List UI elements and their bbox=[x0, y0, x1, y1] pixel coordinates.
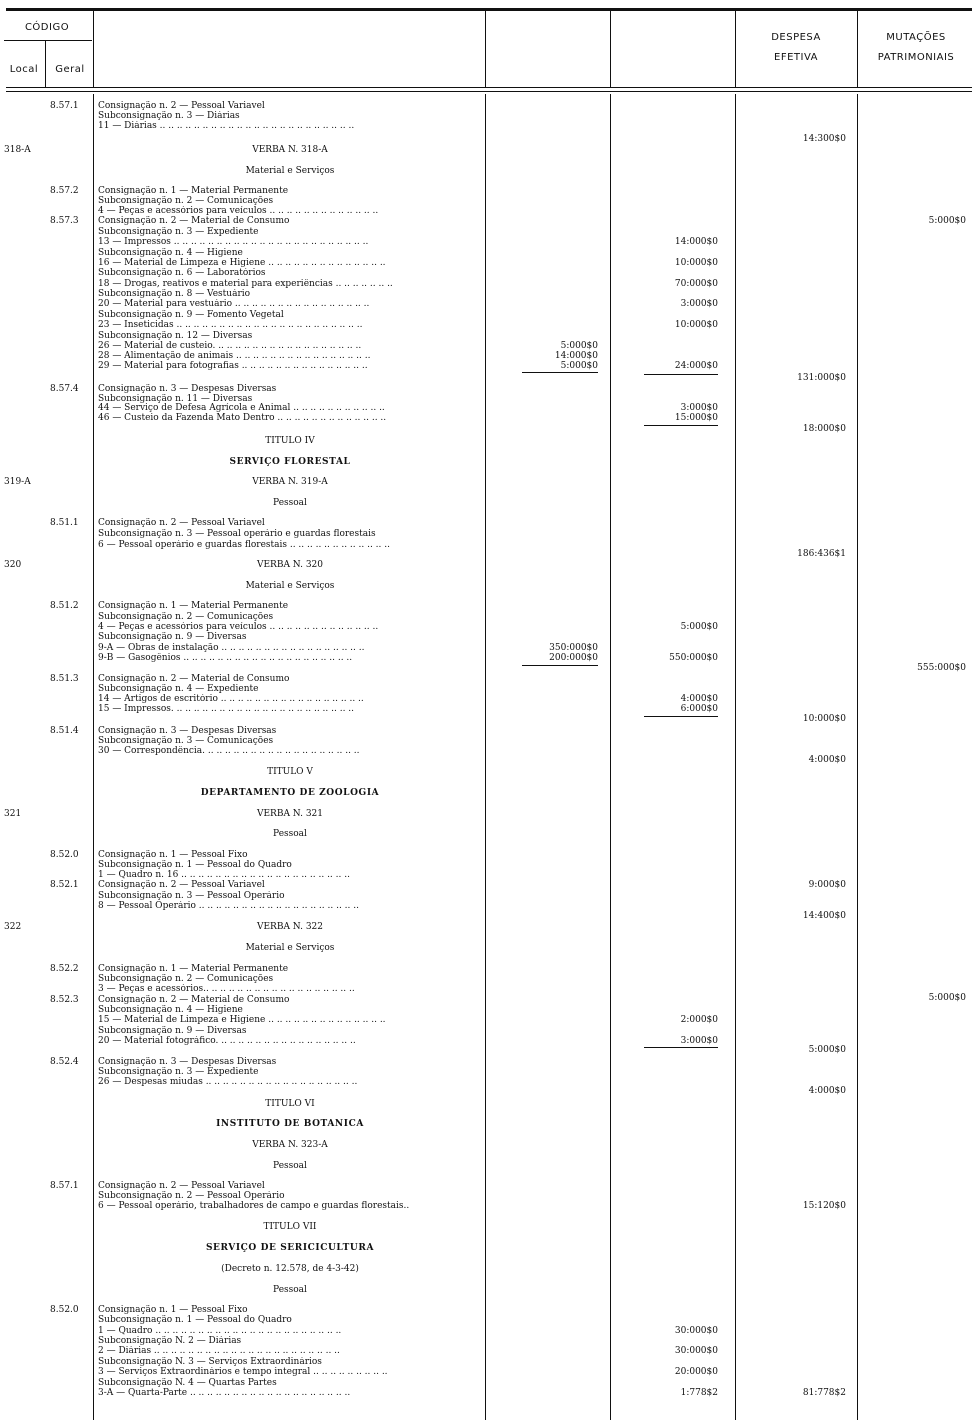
header-mutacoes-1: MUTAÇÕES bbox=[886, 32, 946, 43]
row-description: Subconsignação n. 3 — Pessoal operário e guardas florestais bbox=[98, 529, 376, 539]
row-description: INSTITUTO DE BOTANICA bbox=[216, 1119, 364, 1129]
table-row bbox=[0, 964, 978, 974]
row-description: Consignação n. 3 — Despesas Diversas bbox=[98, 384, 277, 394]
header-codigo-divider bbox=[4, 40, 92, 41]
row-description: 2 — Diárias .. .. .. .. .. .. .. .. .. .. .. .. .. .. .. .. .. .. .. .. .. .. bbox=[98, 1346, 340, 1356]
row-description: Subconsignação n. 12 — Diversas bbox=[98, 331, 253, 341]
row-description: Subconsignação n. 11 — Diversas bbox=[98, 394, 253, 404]
table-row bbox=[0, 121, 978, 131]
row-description: Subconsignação n. 2 — Comunicações bbox=[98, 974, 274, 984]
row-description: Subconsignação N. 3 — Serviços Extraordinários bbox=[98, 1357, 322, 1367]
row-despesa-efetiva: 15:120$0 bbox=[802, 1201, 846, 1211]
row-description: 8 — Pessoal Operário .. .. .. .. .. .. .. .. .. .. .. .. .. .. .. .. .. .. .. bbox=[98, 901, 359, 911]
row-description: Subconsignação n. 9 — Fomento Vegetal bbox=[98, 310, 284, 320]
row-description: Subconsignação n. 3 — Expediente bbox=[98, 1067, 259, 1077]
row-description: Consignação n. 1 — Material Permanente bbox=[98, 601, 289, 611]
row-despesa-efetiva: 14:400$0 bbox=[802, 911, 846, 921]
table-row bbox=[0, 351, 978, 361]
row-description: Consignação n. 2 — Material de Consumo bbox=[98, 674, 290, 684]
table-row bbox=[0, 643, 978, 653]
table-row bbox=[0, 145, 978, 155]
table-row bbox=[0, 663, 978, 673]
row-description: 26 — Material de custeio. .. .. .. .. .. .. .. .. .. .. .. .. .. .. .. .. .. bbox=[98, 341, 362, 351]
column-divider-desc-head bbox=[485, 10, 486, 88]
row-description: Subconsignação n. 6 — Laboratórios bbox=[98, 268, 266, 278]
table-row bbox=[0, 413, 978, 423]
table-row bbox=[0, 922, 978, 932]
table-row bbox=[0, 684, 978, 694]
column-divider-c2-head bbox=[735, 10, 736, 88]
table-row bbox=[0, 601, 978, 611]
table-row bbox=[0, 424, 978, 434]
row-amount-col1: 14:000$0 bbox=[554, 351, 598, 361]
table-row bbox=[0, 518, 978, 528]
row-geral-code: 8.52.0 bbox=[50, 850, 79, 860]
row-description: VERBA N. 319-A bbox=[252, 477, 328, 487]
row-description: Subconsignação N. 2 — Diárias bbox=[98, 1336, 242, 1346]
row-amount-col2: 1:778$2 bbox=[680, 1388, 718, 1398]
table-row bbox=[0, 767, 978, 777]
table-row bbox=[0, 196, 978, 206]
row-description: 28 — Alimentação de animais .. .. .. .. .. .. .. .. .. .. .. .. .. .. .. .. bbox=[98, 351, 371, 361]
table-row bbox=[0, 206, 978, 216]
table-row bbox=[0, 995, 978, 1005]
table-row bbox=[0, 1099, 978, 1109]
table-row bbox=[0, 674, 978, 684]
table-row bbox=[0, 911, 978, 921]
row-description: Pessoal bbox=[273, 498, 307, 508]
row-description: 30 — Correspondência. .. .. .. .. .. .. .. .. .. .. .. .. .. .. .. .. .. .. bbox=[98, 746, 360, 756]
table-row bbox=[0, 101, 978, 111]
row-despesa-efetiva: 18:000$0 bbox=[802, 424, 846, 434]
row-despesa-efetiva: 186:436$1 bbox=[797, 549, 846, 559]
row-amount-col1: 5:000$0 bbox=[560, 341, 598, 351]
table-row bbox=[0, 1015, 978, 1025]
row-description: 4 — Peças e acessórios para veículos .. .. .. .. .. .. .. .. .. .. .. .. .. bbox=[98, 622, 379, 632]
table-row bbox=[0, 436, 978, 446]
row-description: TÍTULO VII bbox=[263, 1222, 317, 1232]
table-row bbox=[0, 403, 978, 413]
table-row bbox=[0, 549, 978, 559]
row-description: SERVIÇO DE SERICICULTURA bbox=[205, 1243, 375, 1253]
row-description: VERBA N. 321 bbox=[256, 809, 324, 819]
row-description: Material e Serviços bbox=[245, 943, 335, 953]
table-row bbox=[0, 1181, 978, 1191]
row-amount-col2: 70:000$0 bbox=[674, 279, 718, 289]
row-amount-col2: 5:000$0 bbox=[680, 622, 718, 632]
row-description: 3 — Peças e acessórios.. .. .. .. .. .. .. .. .. .. .. .. .. .. .. .. .. .. bbox=[98, 984, 355, 994]
table-row bbox=[0, 237, 978, 247]
row-description: DEPARTAMENTO DE ZOOLOGIA bbox=[200, 788, 380, 798]
row-description: 9-B — Gasogênios .. .. .. .. .. .. .. .. .. .. .. .. .. .. .. .. .. .. .. .. bbox=[98, 653, 353, 663]
row-description: Subconsignação n. 3 — Pessoal Operário bbox=[98, 891, 285, 901]
row-geral-code: 8.57.2 bbox=[50, 186, 79, 196]
header-bottom-rule-2 bbox=[6, 91, 972, 92]
row-amount-col2: 550:000$0 bbox=[669, 653, 718, 663]
table-row bbox=[0, 258, 978, 268]
table-row bbox=[0, 870, 978, 880]
row-amount-col2: 30:000$0 bbox=[674, 1346, 718, 1356]
table-row bbox=[0, 1346, 978, 1356]
table-row bbox=[0, 1161, 978, 1171]
row-amount-col1: 5:000$0 bbox=[560, 361, 598, 371]
table-row bbox=[0, 227, 978, 237]
row-amount-col2: 14:000$0 bbox=[674, 237, 718, 247]
row-description: Pessoal bbox=[273, 1161, 307, 1171]
table-row bbox=[0, 384, 978, 394]
row-description: VERBA N. 323-A bbox=[252, 1140, 328, 1150]
row-description: 18 — Drogas, reativos e material para experiências .. .. .. .. .. .. .. bbox=[98, 279, 393, 289]
row-description: Pessoal bbox=[273, 829, 307, 839]
row-description: Subconsignação n. 3 — Diárias bbox=[98, 111, 240, 121]
row-description: 15 — Impressos. .. .. .. .. .. .. .. .. .. .. .. .. .. .. .. .. .. .. .. .. .. bbox=[98, 704, 355, 714]
row-description: 1 — Quadro n. 16 .. .. .. .. .. .. .. .. .. .. .. .. .. .. .. .. .. .. .. .. bbox=[98, 870, 350, 880]
header-mutacoes-2: PATRIMONIAIS bbox=[877, 52, 955, 63]
row-description: Subconsignação n. 8 — Vestuário bbox=[98, 289, 251, 299]
table-row bbox=[0, 1086, 978, 1096]
table-row bbox=[0, 1357, 978, 1367]
row-description: 15 — Material de Limpeza e Higiene .. .. .. .. .. .. .. .. .. .. .. .. .. .. bbox=[98, 1015, 386, 1025]
row-description: VERBA N. 320 bbox=[256, 560, 324, 570]
column-divider-c1-head bbox=[610, 10, 611, 88]
row-local-code: 318-A bbox=[4, 145, 31, 155]
table-row bbox=[0, 560, 978, 570]
row-description: Subconsignação n. 2 — Comunicações bbox=[98, 612, 274, 622]
row-description: Subconsignação N. 4 — Quartas Partes bbox=[98, 1378, 277, 1388]
row-description: VERBA N. 318-A bbox=[252, 145, 328, 155]
table-row bbox=[0, 457, 978, 467]
table-row bbox=[0, 1201, 978, 1211]
row-description: Subconsignação n. 1 — Pessoal do Quadro bbox=[98, 860, 292, 870]
column-divider-local bbox=[45, 40, 46, 88]
table-row bbox=[0, 1191, 978, 1201]
table-row bbox=[0, 1285, 978, 1295]
row-description: Consignação n. 1 — Material Permanente bbox=[98, 186, 289, 196]
row-description: Subconsignação n. 9 — Diversas bbox=[98, 1026, 247, 1036]
row-amount-col2: 3:000$0 bbox=[680, 1036, 718, 1046]
table-row bbox=[0, 860, 978, 870]
row-description: 44 — Serviço de Defesa Agrícola e Animal .. .. .. .. .. .. .. .. .. .. .. bbox=[98, 403, 385, 413]
row-description: 16 — Material de Limpeza e Higiene .. .. .. .. .. .. .. .. .. .. .. .. .. .. bbox=[98, 258, 386, 268]
table-row bbox=[0, 880, 978, 890]
row-despesa-efetiva: 9:000$0 bbox=[808, 880, 846, 890]
table-row bbox=[0, 373, 978, 383]
row-description: 23 — Inseticidas .. .. .. .. .. .. .. .. .. .. .. .. .. .. .. .. .. .. .. .. .. .. bbox=[98, 320, 363, 330]
row-description: 29 — Material para fotografias .. .. .. .. .. .. .. .. .. .. .. .. .. .. .. bbox=[98, 361, 368, 371]
row-description: 20 — Material para vestuário .. .. .. .. .. .. .. .. .. .. .. .. .. .. .. .. bbox=[98, 299, 370, 309]
row-despesa-efetiva: 4:000$0 bbox=[808, 755, 846, 765]
row-description: 20 — Material fotográfico. .. .. .. .. .. .. .. .. .. .. .. .. .. .. .. .. bbox=[98, 1036, 356, 1046]
row-description: Material e Serviços bbox=[245, 581, 335, 591]
row-description: VERBA N. 322 bbox=[256, 922, 324, 932]
row-local-code: 321 bbox=[4, 809, 22, 819]
row-despesa-efetiva: 81:778$2 bbox=[802, 1388, 846, 1398]
table-row bbox=[0, 1305, 978, 1315]
row-description: Pessoal bbox=[273, 1285, 307, 1295]
table-row bbox=[0, 901, 978, 911]
table-row bbox=[0, 111, 978, 121]
row-despesa-efetiva: 4:000$0 bbox=[808, 1086, 846, 1096]
table-row bbox=[0, 1264, 978, 1274]
header-despesa-2: EFETIVA bbox=[774, 52, 818, 63]
row-description: Consignação n. 1 — Pessoal Fixo bbox=[98, 850, 248, 860]
table-row bbox=[0, 1057, 978, 1067]
row-description: Subconsignação n. 4 — Higiene bbox=[98, 1005, 243, 1015]
row-description: 1 — Quadro .. .. .. .. .. .. .. .. .. .. .. .. .. .. .. .. .. .. .. .. .. .. bbox=[98, 1326, 342, 1336]
table-row bbox=[0, 320, 978, 330]
table-row bbox=[0, 653, 978, 663]
row-local-code: 319-A bbox=[4, 477, 31, 487]
table-row bbox=[0, 477, 978, 487]
table-row bbox=[0, 1315, 978, 1325]
table-row bbox=[0, 755, 978, 765]
table-row bbox=[0, 216, 978, 226]
table-row bbox=[0, 714, 978, 724]
table-row bbox=[0, 943, 978, 953]
row-local-code: 320 bbox=[4, 560, 22, 570]
row-description: Subconsignação n. 4 — Expediente bbox=[98, 684, 259, 694]
row-amount-col2: 10:000$0 bbox=[674, 320, 718, 330]
header-local: Local bbox=[9, 64, 39, 75]
table-row bbox=[0, 1367, 978, 1377]
row-description: Consignação n. 2 — Pessoal Variavel bbox=[98, 1181, 265, 1191]
table-row bbox=[0, 694, 978, 704]
row-geral-code: 8.57.1 bbox=[50, 1181, 79, 1191]
table-row bbox=[0, 1067, 978, 1077]
row-local-code: 322 bbox=[4, 922, 22, 932]
table-row bbox=[0, 299, 978, 309]
header-bottom-rule bbox=[6, 87, 972, 88]
row-description: Consignação n. 3 — Despesas Diversas bbox=[98, 726, 277, 736]
table-row bbox=[0, 268, 978, 278]
row-amount-col2: 2:000$0 bbox=[680, 1015, 718, 1025]
row-geral-code: 8.57.4 bbox=[50, 384, 79, 394]
row-amount-col2: 4:000$0 bbox=[680, 694, 718, 704]
table-row bbox=[0, 850, 978, 860]
table-row bbox=[0, 186, 978, 196]
table-row bbox=[0, 1005, 978, 1015]
row-description: Material e Serviços bbox=[245, 166, 335, 176]
table-row bbox=[0, 248, 978, 258]
row-amount-col2: 20:000$0 bbox=[674, 1367, 718, 1377]
row-geral-code: 8.52.0 bbox=[50, 1305, 79, 1315]
row-mutacoes-patrimoniais: 555:000$0 bbox=[917, 663, 966, 673]
row-geral-code: 8.51.3 bbox=[50, 674, 79, 684]
header-despesa-1: DESPESA bbox=[771, 32, 821, 43]
row-geral-code: 8.52.1 bbox=[50, 880, 79, 890]
row-description: Consignação n. 2 — Material de Consumo bbox=[98, 995, 290, 1005]
row-description: 26 — Despesas miudas .. .. .. .. .. .. .. .. .. .. .. .. .. .. .. .. .. .. bbox=[98, 1077, 358, 1087]
row-amount-col1: 200:000$0 bbox=[549, 653, 598, 663]
table-row bbox=[0, 632, 978, 642]
row-geral-code: 8.52.2 bbox=[50, 964, 79, 974]
row-description: Consignação n. 2 — Pessoal Variavel bbox=[98, 101, 265, 111]
table-row bbox=[0, 310, 978, 320]
table-row bbox=[0, 788, 978, 798]
row-geral-code: 8.51.4 bbox=[50, 726, 79, 736]
row-description: Consignação n. 2 — Pessoal Variavel bbox=[98, 880, 265, 890]
row-despesa-efetiva: 14:300$0 bbox=[802, 134, 846, 144]
row-geral-code: 8.52.3 bbox=[50, 995, 79, 1005]
table-row bbox=[0, 361, 978, 371]
row-description: Subconsignação n. 9 — Diversas bbox=[98, 632, 247, 642]
header-top-rule bbox=[6, 8, 972, 11]
row-description: TÍTULO IV bbox=[265, 436, 315, 446]
table-row bbox=[0, 1243, 978, 1253]
table-row bbox=[0, 1378, 978, 1388]
table-row bbox=[0, 289, 978, 299]
row-description: (Decreto n. 12.578, de 4-3-42) bbox=[221, 1264, 359, 1274]
row-description: Consignação n. 2 — Material de Consumo bbox=[98, 216, 290, 226]
row-amount-col1: 350:000$0 bbox=[549, 643, 598, 653]
row-mutacoes-patrimoniais: 5:000$0 bbox=[928, 216, 966, 226]
table-row bbox=[0, 809, 978, 819]
table-row bbox=[0, 498, 978, 508]
table-row bbox=[0, 1222, 978, 1232]
table-row bbox=[0, 726, 978, 736]
table-row bbox=[0, 166, 978, 176]
row-description: SERVIÇO FLORESTAL bbox=[229, 457, 351, 467]
row-amount-col2: 15:000$0 bbox=[674, 413, 718, 423]
row-description: 11 — Diárias .. .. .. .. .. .. .. .. .. .. .. .. .. .. .. .. .. .. .. .. .. .. .. bbox=[98, 121, 355, 131]
table-row bbox=[0, 529, 978, 539]
row-geral-code: 8.57.3 bbox=[50, 216, 79, 226]
row-amount-col2: 3:000$0 bbox=[680, 403, 718, 413]
row-mutacoes-patrimoniais: 5:000$0 bbox=[928, 993, 966, 1003]
row-description: 14 — Artigos de escritório .. .. .. .. .. .. .. .. .. .. .. .. .. .. .. .. .. bbox=[98, 694, 364, 704]
row-description: 6 — Pessoal operário, trabalhadores de campo e guardas florestais.. bbox=[98, 1201, 410, 1211]
row-geral-code: 8.51.1 bbox=[50, 518, 79, 528]
table-row bbox=[0, 1388, 978, 1398]
row-amount-col2: 10:000$0 bbox=[674, 258, 718, 268]
table-row bbox=[0, 612, 978, 622]
table-row bbox=[0, 891, 978, 901]
table-row bbox=[0, 736, 978, 746]
row-description: Subconsignação n. 3 — Comunicações bbox=[98, 736, 274, 746]
table-row bbox=[0, 134, 978, 144]
row-description: Subconsignação n. 1 — Pessoal do Quadro bbox=[98, 1315, 292, 1325]
table-row bbox=[0, 704, 978, 714]
table-row bbox=[0, 829, 978, 839]
row-description: 6 — Pessoal operário e guardas florestais .. .. .. .. .. .. .. .. .. .. .. .. bbox=[98, 540, 390, 550]
row-description: 3 — Serviços Extraordinários e tempo integral .. .. .. .. .. .. .. .. .. bbox=[98, 1367, 388, 1377]
row-amount-col2: 3:000$0 bbox=[680, 299, 718, 309]
row-geral-code: 8.52.4 bbox=[50, 1057, 79, 1067]
row-description: Subconsignação n. 2 — Pessoal Operário bbox=[98, 1191, 285, 1201]
row-description: Subconsignação n. 4 — Higiene bbox=[98, 248, 243, 258]
row-description: Subconsignação n. 2 — Comunicações bbox=[98, 196, 274, 206]
header-codigo: CÓDIGO bbox=[24, 22, 70, 33]
table-row bbox=[0, 622, 978, 632]
row-despesa-efetiva: 5:000$0 bbox=[808, 1045, 846, 1055]
table-row bbox=[0, 1336, 978, 1346]
row-description: Consignação n. 1 — Pessoal Fixo bbox=[98, 1305, 248, 1315]
header-geral: Geral bbox=[55, 64, 85, 75]
row-description: 3-A — Quarta-Parte .. .. .. .. .. .. .. .. .. .. .. .. .. .. .. .. .. .. .. bbox=[98, 1388, 351, 1398]
row-description: Consignação n. 1 — Material Permanente bbox=[98, 964, 289, 974]
row-amount-col2: 30:000$0 bbox=[674, 1326, 718, 1336]
row-description: Consignação n. 2 — Pessoal Variavel bbox=[98, 518, 265, 528]
column-divider-geral-head bbox=[93, 10, 94, 88]
row-description: 13 — Impressos .. .. .. .. .. .. .. .. .. .. .. .. .. .. .. .. .. .. .. .. .. .. .. bbox=[98, 237, 369, 247]
row-description: TÍTULO V bbox=[267, 767, 313, 777]
row-description: 4 — Peças e acessórios para veículos .. .. .. .. .. .. .. .. .. .. .. .. .. bbox=[98, 206, 379, 216]
table-row bbox=[0, 341, 978, 351]
row-amount-col2: 24:000$0 bbox=[674, 361, 718, 371]
table-row bbox=[0, 1140, 978, 1150]
row-despesa-efetiva: 131:000$0 bbox=[797, 373, 846, 383]
table-row bbox=[0, 1326, 978, 1336]
row-description: 46 — Custeio da Fazenda Mato Dentro .. .. .. .. .. .. .. .. .. .. .. .. .. bbox=[98, 413, 387, 423]
table-row bbox=[0, 331, 978, 341]
table-row bbox=[0, 279, 978, 289]
row-despesa-efetiva: 10:000$0 bbox=[802, 714, 846, 724]
table-row bbox=[0, 581, 978, 591]
row-description: Subconsignação n. 3 — Expediente bbox=[98, 227, 259, 237]
table-row bbox=[0, 1119, 978, 1129]
column-divider-c3-head bbox=[857, 10, 858, 88]
row-geral-code: 8.57.1 bbox=[50, 101, 79, 111]
row-description: TÍTULO VI bbox=[265, 1099, 315, 1109]
row-description: 9-A — Obras de instalação .. .. .. .. .. .. .. .. .. .. .. .. .. .. .. .. .. bbox=[98, 643, 365, 653]
table-row bbox=[0, 1026, 978, 1036]
row-geral-code: 8.51.2 bbox=[50, 601, 79, 611]
row-amount-col2: 6:000$0 bbox=[680, 704, 718, 714]
table-row bbox=[0, 974, 978, 984]
row-description: Consignação n. 3 — Despesas Diversas bbox=[98, 1057, 277, 1067]
table-row bbox=[0, 1045, 978, 1055]
